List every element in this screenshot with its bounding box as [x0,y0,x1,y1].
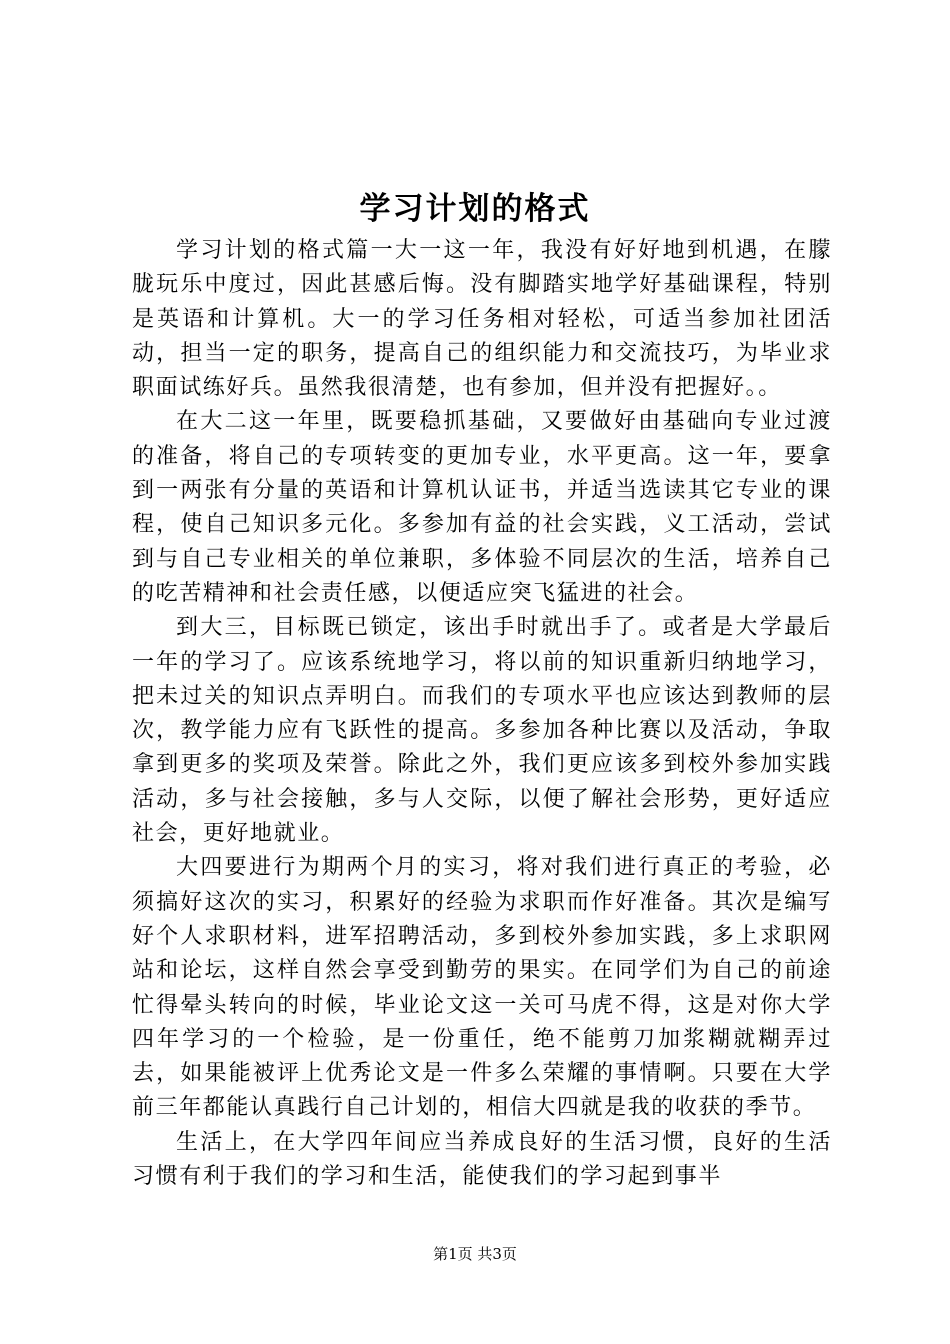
paragraph: 学习计划的格式篇一大一这一年，我没有好好地到机遇，在朦胧玩乐中度过，因此甚感后悔。没有脚踏实地学好基础课程，特别是英语和计算机。大一的学习任务相对轻松，可适当参加社团活动，担当一定的职务，提高自己的组织能力和交流技巧，为毕业求职面试练好兵。虽然我很清楚，也有参加，但并没有把握好。。 [132,238,832,401]
paragraph: 大四要进行为期两个月的实习，将对我们进行真正的考验，必须搞好这次的实习，积累好的经验为求职而作好准备。其次是编写好个人求职材料，进军招聘活动，多到校外参加实践，多上求职网站和论坛，这样自然会享受到勤劳的果实。在同学们为自己的前途忙得晕头转向的时候，毕业论文这一关可马虎不得，这是对你大学四年学习的一个检验，是一份重任，绝不能剪刀加浆糊就糊弄过去，如果能被评上优秀论文是一件多么荣耀的事情啊。只要在大学前三年都能认真践行自己计划的，相信大四就是我的收获的季节。 [132,855,832,1121]
paragraph: 在大二这一年里，既要稳抓基础，又要做好由基础向专业过渡的准备，将自己的专项转变的更加专业，水平更高。这一年，要拿到一两张有分量的英语和计算机认证书，并适当选读其它专业的课程，使自己知识多元化。多参加有益的社会实践，义工活动，尝试到与自己专业相关的单位兼职，多体验不同层次的生活，培养自己的吃苦精神和社会责任感，以便适应突飞猛进的社会。 [132,409,832,606]
document-title: 学习计划的格式 [359,191,591,227]
document-body [132,234,832,1194]
paragraph: 到大三，目标既已锁定，该出手时就出手了。或者是大学最后一年的学习了。应该系统地学习，将以前的知识重新归纳地学习，把未过关的知识点弄明白。而我们的专项水平也应该达到教师的层次，教学能力应有飞跃性的提高。多参加各种比赛以及活动，争取拿到更多的奖项及荣誉。除此之外，我们更应该多到校外参加实践活动，多与社会接触，多与人交际，以便了解社会形势，更好适应社会，更好地就业。 [132,615,832,847]
paragraph: 生活上，在大学四年间应当养成良好的生活习惯，良好的生活习惯有利于我们的学习和生活，能使我们的学习起到事半 [132,1129,832,1190]
page-footer: 第1页 共3页 [433,1245,517,1263]
